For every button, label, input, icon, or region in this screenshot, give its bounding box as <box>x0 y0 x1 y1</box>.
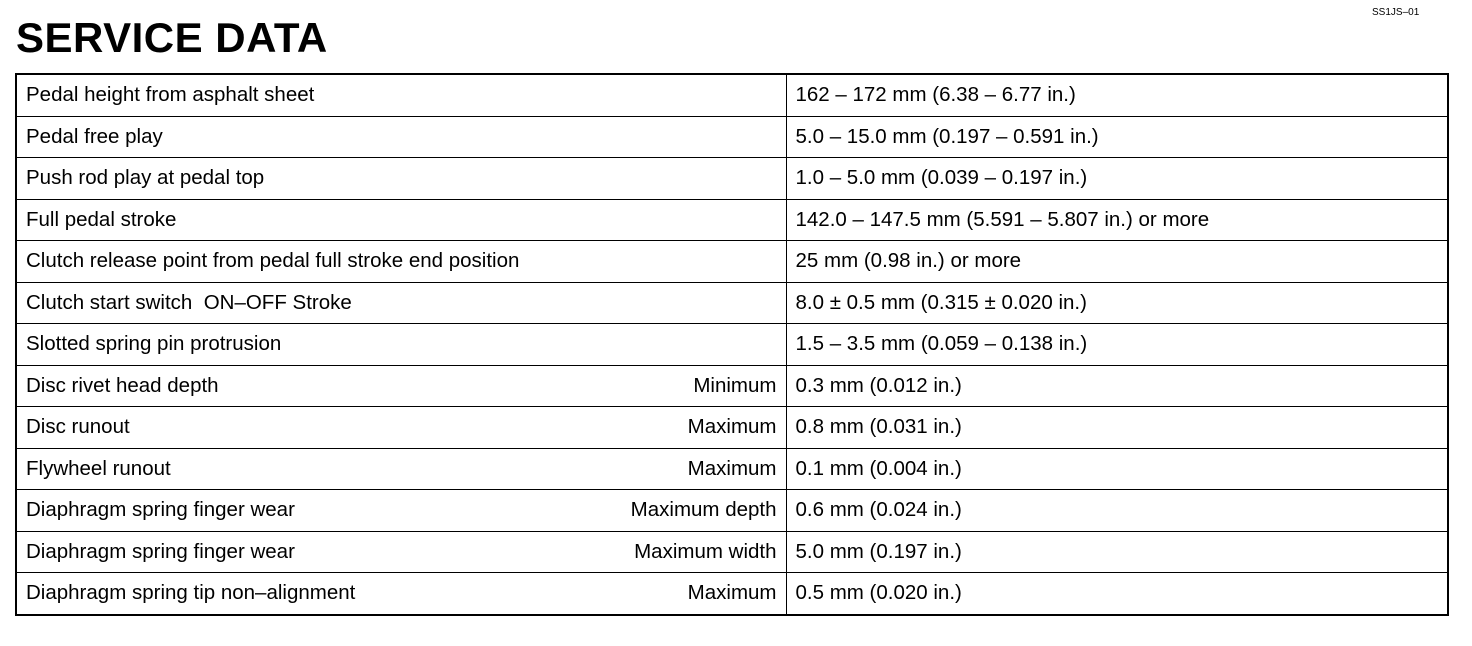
value-cell: 0.3 mm (0.012 in.) <box>786 365 1448 407</box>
service-data-table <box>15 73 1449 616</box>
item-label: Disc rivet head depth <box>26 373 219 397</box>
item-qualifier: Maximum <box>687 581 777 605</box>
item-cell <box>16 158 786 200</box>
table-row <box>16 324 1448 366</box>
item-qualifier: Maximum <box>687 456 777 480</box>
item-label: Clutch start switch ON–OFF Stroke <box>26 290 352 314</box>
item-cell <box>16 573 786 615</box>
value-cell: 142.0 – 147.5 mm (5.591 – 5.807 in.) or more <box>786 199 1448 241</box>
table-row <box>16 74 1448 116</box>
item-cell <box>16 531 786 573</box>
item-qualifier: Maximum width <box>634 539 777 563</box>
value-cell: 1.0 – 5.0 mm (0.039 – 0.197 in.) <box>786 158 1448 200</box>
item-cell <box>16 448 786 490</box>
item-label: Push rod play at pedal top <box>26 166 265 190</box>
page-title: SERVICE DATA <box>16 14 328 61</box>
item-label: Full pedal stroke <box>26 207 177 231</box>
table-row <box>16 241 1448 283</box>
item-label: Flywheel runout <box>26 456 171 480</box>
value-cell: 0.6 mm (0.024 in.) <box>786 490 1448 532</box>
item-qualifier: Maximum <box>687 415 777 439</box>
value-cell: 5.0 mm (0.197 in.) <box>786 531 1448 573</box>
value-cell: 25 mm (0.98 in.) or more <box>786 241 1448 283</box>
item-label: Pedal height from asphalt sheet <box>26 83 315 107</box>
table-row <box>16 448 1448 490</box>
item-cell <box>16 365 786 407</box>
item-cell <box>16 490 786 532</box>
value-cell: 0.8 mm (0.031 in.) <box>786 407 1448 449</box>
item-label: Clutch release point from pedal full stroke end position <box>26 249 520 273</box>
value-cell: 1.5 – 3.5 mm (0.059 – 0.138 in.) <box>786 324 1448 366</box>
item-cell <box>16 241 786 283</box>
value-cell: 0.5 mm (0.020 in.) <box>786 573 1448 615</box>
item-cell <box>16 199 786 241</box>
item-qualifier: Minimum <box>693 373 777 397</box>
table-row <box>16 282 1448 324</box>
table-row <box>16 407 1448 449</box>
item-label: Slotted spring pin protrusion <box>26 332 282 356</box>
table-row <box>16 573 1448 615</box>
item-label: Diaphragm spring tip non–alignment <box>26 581 356 605</box>
value-cell: 0.1 mm (0.004 in.) <box>786 448 1448 490</box>
table-row <box>16 531 1448 573</box>
document-code: SS1JS–01 <box>1372 7 1420 18</box>
item-label: Diaphragm spring finger wear <box>26 498 295 522</box>
value-cell: 8.0 ± 0.5 mm (0.315 ± 0.020 in.) <box>786 282 1448 324</box>
item-cell <box>16 282 786 324</box>
item-qualifier: Maximum depth <box>630 498 777 522</box>
item-cell <box>16 407 786 449</box>
item-cell <box>16 74 786 116</box>
item-cell <box>16 116 786 158</box>
table-row <box>16 116 1448 158</box>
item-label: Disc runout <box>26 415 130 439</box>
table-row <box>16 158 1448 200</box>
item-cell <box>16 324 786 366</box>
item-label: Pedal free play <box>26 124 163 148</box>
table-row <box>16 199 1448 241</box>
value-cell: 5.0 – 15.0 mm (0.197 – 0.591 in.) <box>786 116 1448 158</box>
item-label: Diaphragm spring finger wear <box>26 539 295 563</box>
value-cell: 162 – 172 mm (6.38 – 6.77 in.) <box>786 74 1448 116</box>
table-row <box>16 365 1448 407</box>
table-row <box>16 490 1448 532</box>
